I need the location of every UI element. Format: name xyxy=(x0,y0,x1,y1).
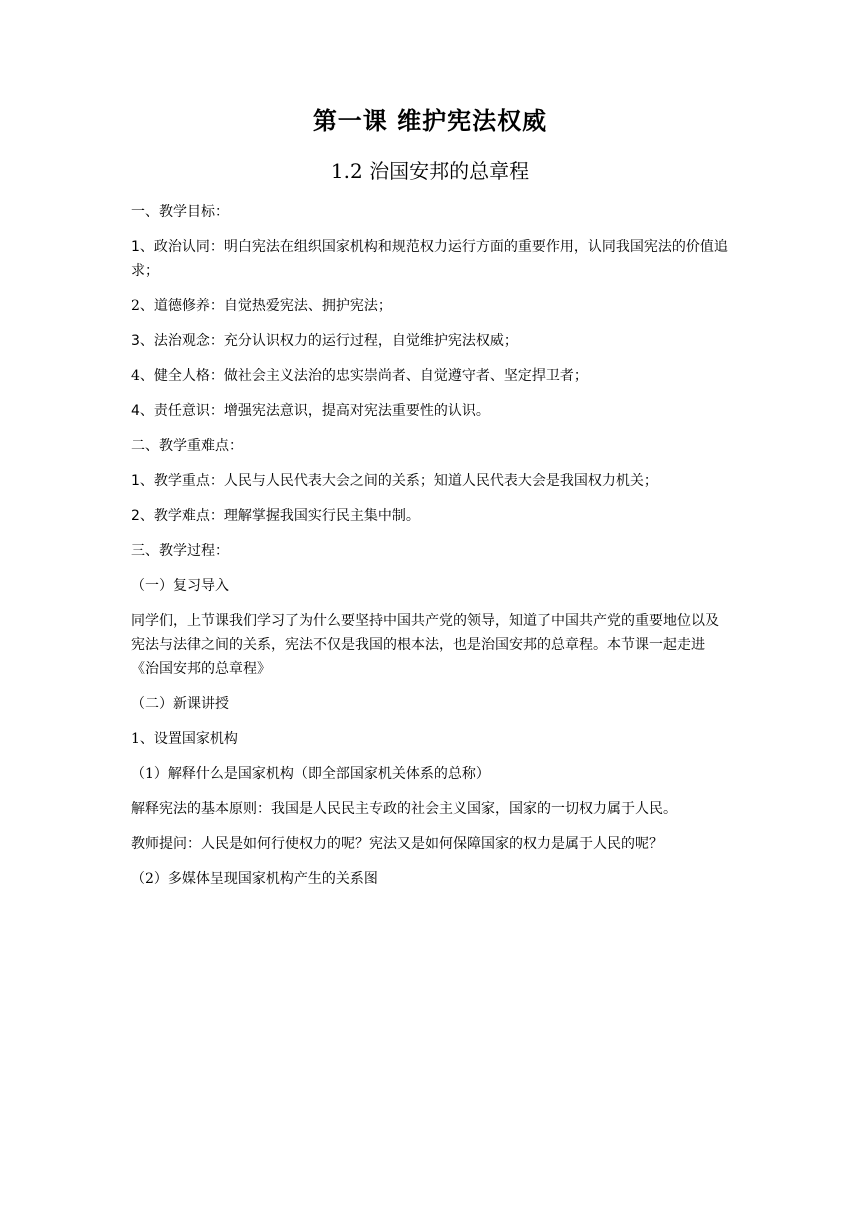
goal-sound-personality: 4、健全人格：做社会主义法治的忠实崇尚者、自觉遵守者、坚定捍卫者； xyxy=(131,368,588,384)
step-explain-state-organs: （1）解释什么是国家机构（即全部国家机关体系的总称） xyxy=(131,766,490,782)
heading-key-points: 二、教学重难点： xyxy=(131,438,243,454)
teacher-question: 教师提问：人民是如何行使权力的呢？宪法又是如何保障国家的权力是属于人民的呢？ xyxy=(131,836,663,852)
goal-rule-of-law: 3、法治观念：充分认识权力的运行过程，自觉维护宪法权威； xyxy=(131,333,518,349)
heading-teaching-goals: 一、教学目标： xyxy=(131,204,229,220)
review-paragraph: 同学们，上节课我们学习了为什么要坚持中国共产党的领导，知道了中国共产党的重要地位以及宪法与法律之间的关系，宪法不仅是我国的根本法，也是治国安邦的总章程。本节课一起走进《治国安邦的总章程》 xyxy=(131,613,719,677)
document-body xyxy=(131,200,731,902)
subheading-review: （一）复习导入 xyxy=(131,578,229,594)
goal-responsibility: 4、责任意识：增强宪法意识，提高对宪法重要性的认识。 xyxy=(131,403,490,419)
explain-basic-principle: 解释宪法的基本原则：我国是人民民主专政的社会主义国家，国家的一切权力属于人民。 xyxy=(131,801,677,817)
difficult-point: 2、教学难点：理解掌握我国实行民主集中制。 xyxy=(131,508,420,524)
heading-teaching-process: 三、教学过程： xyxy=(131,543,229,559)
goal-moral-cultivation: 2、道德修养：自觉热爱宪法、拥护宪法； xyxy=(131,298,392,314)
step-multimedia-diagram: （2）多媒体呈现国家机构产生的关系图 xyxy=(131,871,378,887)
subheading-new-lesson: （二）新课讲授 xyxy=(131,696,229,712)
topic-state-organs: 1、设置国家机构 xyxy=(131,731,238,747)
goal-political-identity: 1、政治认同：明白宪法在组织国家机构和规范权力运行方面的重要作用，认同我国宪法的价值追求； xyxy=(131,239,728,279)
key-point: 1、教学重点：人民与人民代表大会之间的关系；知道人民代表大会是我国权力机关； xyxy=(131,473,658,489)
section-subtitle: 1.2 治国安邦的总章程 xyxy=(330,159,530,183)
lesson-title: 第一课 维护宪法权威 xyxy=(312,107,548,135)
